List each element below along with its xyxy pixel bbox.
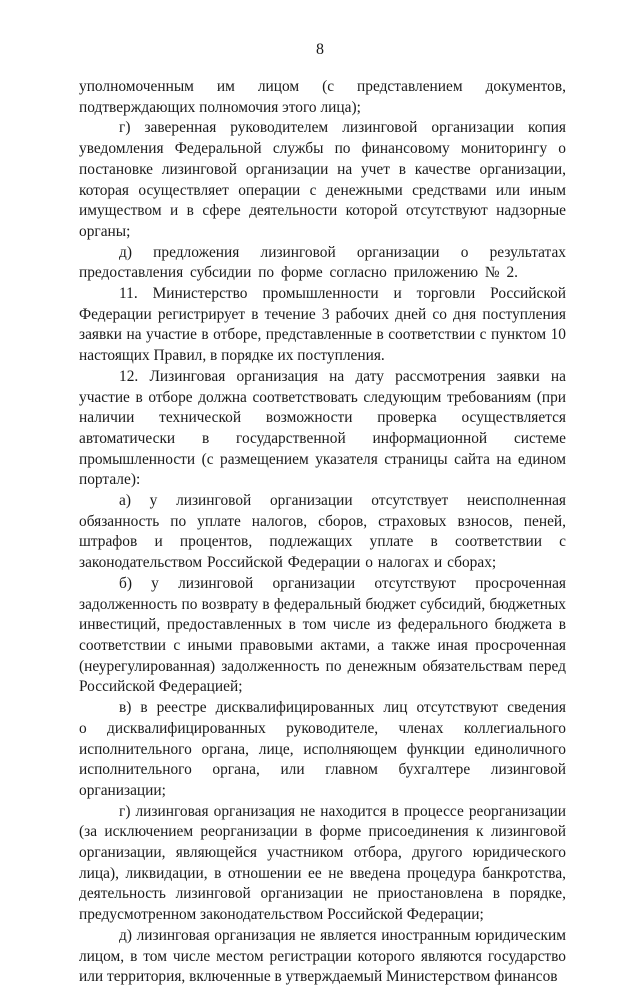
paragraph-item-d-proposals: д) предложения лизинговой организации о результатах предоставления субсидии по форме согласно приложению № 2. xyxy=(79,243,566,282)
paragraph-requirement-v-disqualified: в) в реестре дисквалифицированных лиц отсутствуют сведения о дисквалифицированных руководителе, членах коллегиального исполнительного органа, лице, исполняющем функции единоличного исполнительного органа, или главном бухгалтере лизинговой организации; xyxy=(79,699,566,799)
paragraph-requirement-d-foreign-entity: д) лизинговая организация не является иностранным юридическим лицом, в том числе местом регистрации которого являются государство или территория, включенные в утверждаемый Министерством финансов xyxy=(79,926,566,986)
paragraph-clause-12: 12. Лизинговая организация на дату рассмотрения заявки на участие в отборе должна соответствовать следующим требованиям (при наличии технической возможности проверка осуществляется автоматически в государственной информационной системе промышленности (с размещением указателя страницы сайта на едином портале): xyxy=(79,367,566,489)
paragraph-requirement-b-debts: б) у лизинговой организации отсутствуют просроченная задолженность по возврату в федеральный бюджет субсидий, бюджетных инвестиций, предоставленных в том числе из федерального бюджета в соответствии с иными правовыми актами, а также иная просроченная (неурегулированная) задолженность по денежным обязательствам перед Российской Федерацией; xyxy=(79,574,566,696)
paragraph-clause-11: 11. Министерство промышленности и торговли Российской Федерации регистрирует в течение 3 рабочих дней со дня поступления заявки на участие в отборе, представленные в соответствии с пунктом 10 настоящих Правил, в порядке их поступления. xyxy=(79,285,566,365)
document-body xyxy=(79,77,566,988)
paragraph-requirement-a-taxes: а) у лизинговой организации отсутствует неисполненная обязанность по уплате налогов, сборов, страховых взносов, пеней, штрафов и процентов, подлежащих уплате в соответствии с законодательством Российской Федерации о налогах и сборах; xyxy=(79,492,566,572)
page-number: 8 xyxy=(316,41,324,58)
paragraph-continuation: уполномоченным им лицом (с представлением документов, подтверждающих полномочия этого лица); xyxy=(79,78,566,116)
paragraph-item-g-notification-copy: г) заверенная руководителем лизинговой организации копия уведомления Федеральной службы по финансовому мониторингу о постановке лизинговой организации на учет в качестве организации, которая осуществляет операции с денежными средствами или иным имуществом и в сфере деятельности которой отсутствуют надзорные органы; xyxy=(79,119,566,240)
paragraph-requirement-g-reorganization: г) лизинговая организация не находится в процессе реорганизации (за исключением реорганизации в форме присоединения к лизинговой организации, являющейся участником отбора, другого юридического лица), ликвидации, в отношении ее не введена процедура банкротства, деятельность лизинговой организации не приостановлена в порядке, предусмотренном законодательством Российской Федерации; xyxy=(79,802,566,924)
